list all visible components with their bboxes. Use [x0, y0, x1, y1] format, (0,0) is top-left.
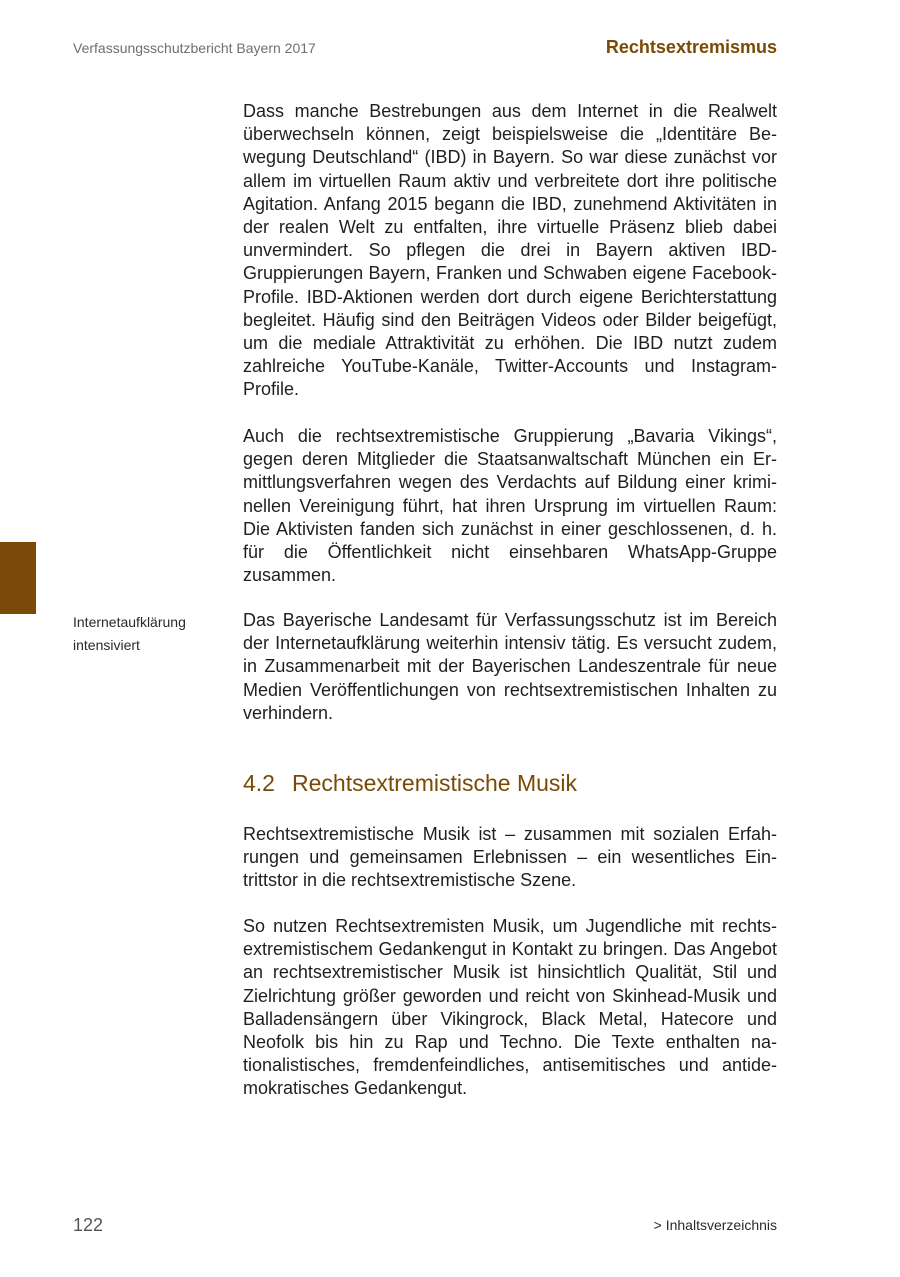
- section-title: Rechtsextremistische Musik: [292, 770, 578, 796]
- running-header-chapter-title: Rechtsextremismus: [605, 37, 777, 57]
- margin-note-line: Internetaufklärung: [73, 614, 186, 630]
- table-of-contents-link[interactable]: > Inhaltsverzeichnis: [653, 1217, 777, 1233]
- margin-note-line: intensiviert: [73, 637, 140, 653]
- section-heading: [243, 770, 577, 797]
- body-paragraph-musik-eintrittstor: Rechtsextremistische Musik ist – zusammen mit sozialen Erfahrungen und gemeinsamen Erlebnissen – ein wesentliches Eintrittstor in die rechtsextremistische Szene.: [243, 824, 777, 891]
- body-paragraph-bavaria-vikings: Auch die rechtsextremistische Gruppierung „Bavaria Vikings“, gegen deren Mitglieder die Staatsanwaltschaft München ein Ermittlungsverfahren wegen des Verdachts auf Bildung einer kriminellen Vereinigung führt, hat ihren Ursprung im virtuellen Raum: Die Aktivisten fanden sich zunächst in einer geschlossenen, d. h. für die Öffentlichkeit nicht einsehbaren WhatsApp-Gruppe zusammen.: [243, 426, 777, 586]
- section-number: 4.2: [243, 770, 275, 796]
- page-number: 122: [73, 1215, 104, 1235]
- body-paragraph-internetaufklaerung: Das Bayerische Landesamt für Verfassungsschutz ist im Bereich der Internetaufklärung weiterhin intensiv tätig. Es versucht zudem, in Zusammenarbeit mit der Bayerischen Landeszentrale für neue Medien Veröffentlichungen von rechtsextremistischen Inhalten zu verhindern.: [243, 610, 777, 723]
- body-paragraph-identitaere-bewegung: Dass manche Bestrebungen aus dem Internet in die Realwelt überwechseln können, zeigt beispielsweise die „Identitäre Bewegung Deutschland“ (IBD) in Bayern. So war diese zunächst vor allem im virtuellen Raum aktiv und verbreitete dort ihre politische Agitation. Anfang 2015 begann die IBD, zunehmend Aktivitäten in der realen Welt zu entfalten, ihre virtuelle Präsenz blieb dabei unvermindert. So pflegen die drei in Bayern aktiven IBD-Gruppierungen Bayern, Franken und Schwaben eigene Facebook-Profile. IBD-Aktionen werden dort durch eigene Berichterstattung begleitet. Häufig sind den Beiträgen Videos oder Bilder beigefügt, um die mediale Attraktivität zu erhöhen. Die IBD nutzt zudem zahlreiche YouTube-Kanäle, Twitter-Accounts und Instagram-Profile.: [243, 101, 777, 400]
- body-paragraph-musik-angebot: So nutzen Rechtsextremisten Musik, um Jugendliche mit rechtsextremistischem Gedankengut in Kontakt zu bringen. Das Angebot an rechtsextremistischer Musik ist hinsichtlich Qualität, Stil und Zielrichtung größer geworden und reicht von Skinhead-Musik und Balladensängern über Vikingrock, Black Metal, Hatecore und Neofolk bis hin zu Rap und Techno. Die Texte enthalten nationalistisches, fremdenfeindliches, antisemitisches und antidemokratisches Gedankengut.: [243, 916, 777, 1099]
- chapter-tab-marker: [0, 542, 36, 614]
- running-header-publication-title: Verfassungsschutzbericht Bayern 2017: [73, 40, 316, 56]
- margin-note: [73, 611, 223, 657]
